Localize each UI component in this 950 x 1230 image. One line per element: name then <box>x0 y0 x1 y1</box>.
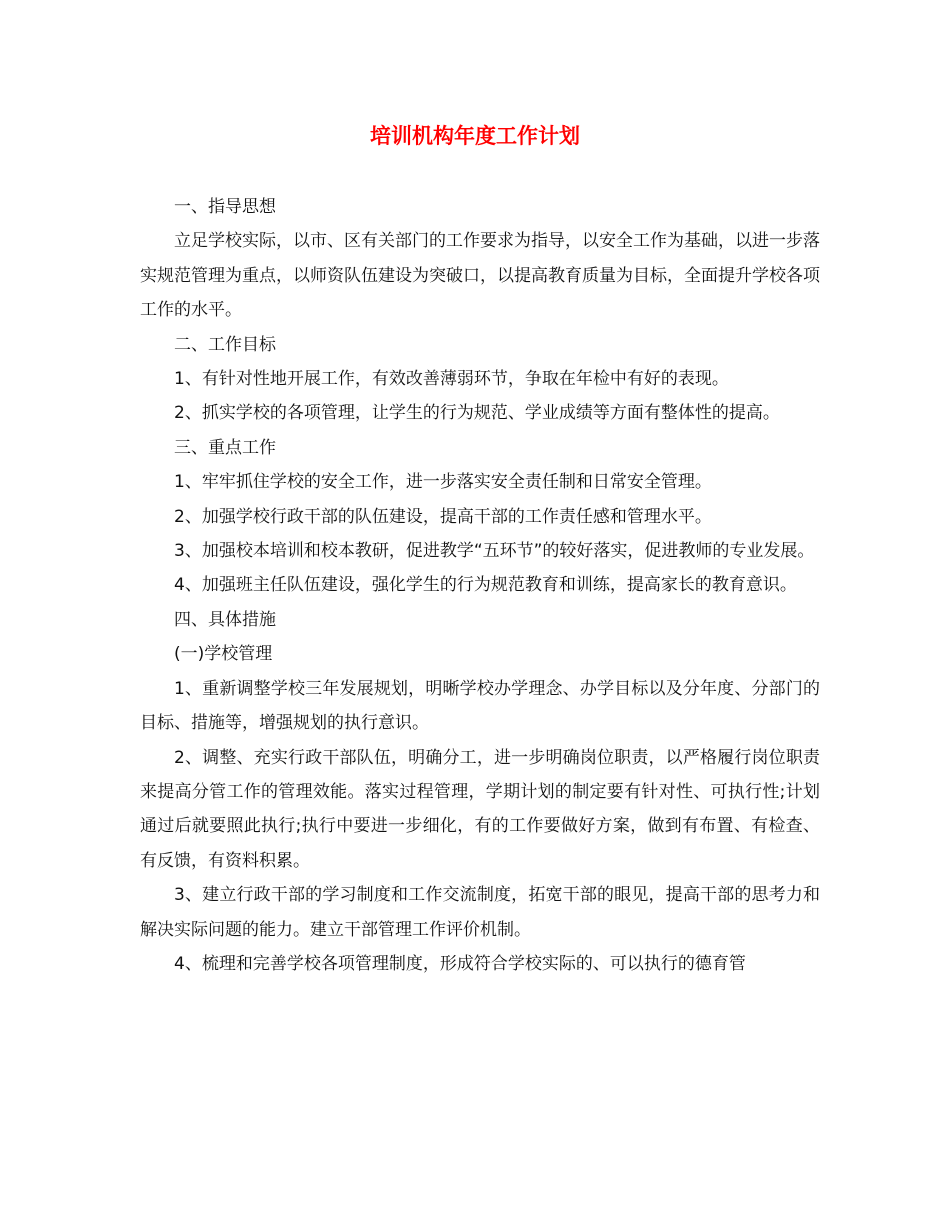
paragraph-key-work-2: 2、加强学校行政干部的队伍建设，提高干部的工作责任感和管理水平。 <box>174 506 712 527</box>
paragraph-goal-2: 2、抓实学校的各项管理，让学生的行为规范、学业成绩等方面有整体性的提高。 <box>174 403 780 424</box>
paragraph-measure-1: 1、重新调整学校三年发展规划，明晰学校办学理念、办学目标以及分年度、分部门的目标、措施等，增强规划的执行意识。 <box>140 678 820 734</box>
heading-key-work: 三、重点工作 <box>174 437 276 458</box>
heading-work-goals: 二、工作目标 <box>174 334 276 355</box>
heading-specific-measures: 四、具体措施 <box>174 609 276 630</box>
paragraph-measure-4: 4、梳理和完善学校各项管理制度，形成符合学校实际的、可以执行的德育管 <box>174 953 746 974</box>
heading-guiding-ideology: 一、指导思想 <box>174 197 276 217</box>
paragraph-measure-2: 2、调整、充实行政干部队伍，明确分工，进一步明确岗位职责，以严格履行岗位职责来提高分管工作的管理效能。落实过程管理，学期计划的制定要有针对性、可执行性;计划通过后就要照此执行;执行中要进一步细化，有的工作要做好方案，做到有布置、有检查、有反馈，有资料积累。 <box>140 747 820 871</box>
paragraph-goal-1: 1、有针对性地开展工作，有效改善薄弱环节，争取在年检中有好的表现。 <box>174 369 729 390</box>
paragraph-key-work-4: 4、加强班主任队伍建设，强化学生的行为规范教育和训练，提高家长的教育意识。 <box>174 575 797 596</box>
subheading-school-management: (一)学校管理 <box>174 644 273 665</box>
document-title: 培训机构年度工作计划 <box>370 123 580 148</box>
paragraph-key-work-1: 1、牢牢抓住学校的安全工作，进一步落实安全责任制和日常安全管理。 <box>174 472 712 493</box>
paragraph-measure-3: 3、建立行政干部的学习制度和工作交流制度，拓宽干部的眼见，提高干部的思考力和解决实际问题的能力。建立干部管理工作评价机制。 <box>140 885 820 940</box>
document-body <box>140 190 820 981</box>
paragraph-key-work-3: 3、加强校本培训和校本教研，促进教学“五环节”的较好落实，促进教师的专业发展。 <box>174 541 815 562</box>
paragraph-guiding-ideology: 立足学校实际，以市、区有关部门的工作要求为指导，以安全工作为基础，以进一步落实规范管理为重点，以师资队伍建设为突破口，以提高教育质量为目标，全面提升学校各项工作的水平。 <box>140 231 820 321</box>
